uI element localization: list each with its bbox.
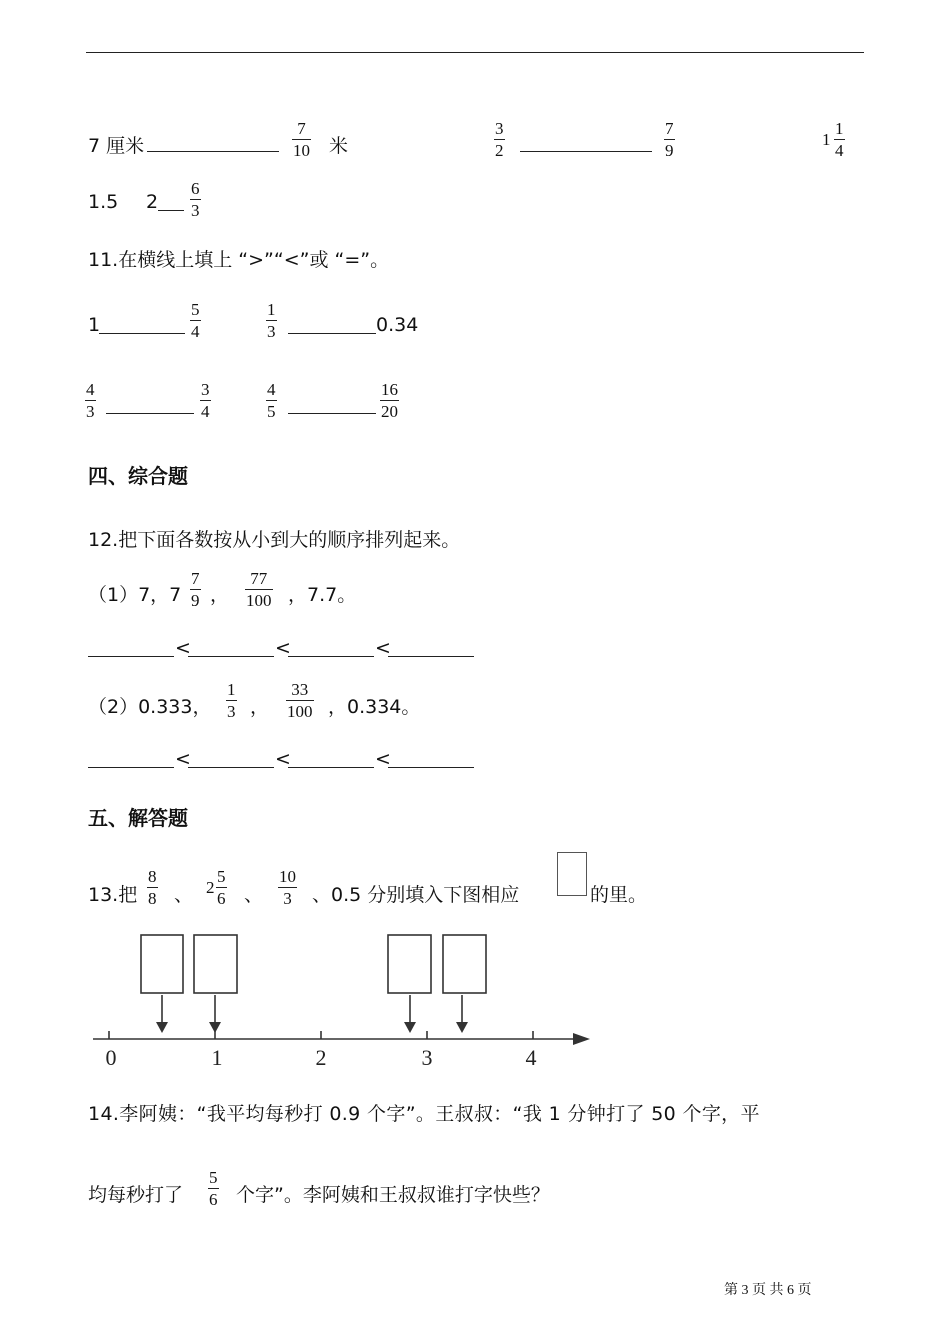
numerator: 8 <box>148 867 157 886</box>
q10-item1-blank[interactable] <box>147 151 279 152</box>
q12-order2-blank-1[interactable] <box>88 767 174 768</box>
q10-item3-whole: 1 <box>822 130 831 149</box>
q12-p2-tail: ，0.334。 <box>328 696 421 718</box>
q10-item4-text: 1.5 <box>88 191 119 213</box>
denominator: 4 <box>191 322 200 341</box>
numerator: 4 <box>267 380 276 399</box>
q13-separator-2: 、 <box>244 884 264 906</box>
numerator: 1 <box>835 119 844 138</box>
q14-line1: 14.李阿姨：“我平均每秒打 0.9 个字”。王叔叔：“我 1 分钟打了 50 个字，平 <box>88 1103 760 1125</box>
q12-p2-fraction-2 <box>286 680 314 721</box>
arrowhead-1 <box>156 1022 168 1033</box>
q11-r2b-fraction-left <box>266 380 277 421</box>
q10-item5-whole: 2 <box>146 191 159 213</box>
q11-title: 11.在横线上填上 “>”“<”或 “=”。 <box>88 249 390 271</box>
denominator: 3 <box>283 889 292 908</box>
q10-item5-fraction <box>190 179 201 220</box>
numerator: 4 <box>86 380 95 399</box>
q11-r2a-blank[interactable] <box>106 413 194 414</box>
q11-r1b-right: 0.34 <box>376 314 419 336</box>
q11-r2b-fraction-right <box>380 380 399 421</box>
denominator: 5 <box>267 402 276 421</box>
q12-p2-fraction-1 <box>226 680 237 721</box>
q14-line2-end: 个字”。李阿姨和王叔叔谁打字快些？ <box>236 1184 550 1206</box>
q11-r1b-fraction <box>266 300 277 341</box>
q12-order2-lt-2: < <box>275 748 291 770</box>
numerator: 77 <box>250 569 268 588</box>
q10-item5-blank[interactable] <box>158 210 184 211</box>
page-number: 第 3 页 共 6 页 <box>724 1283 812 1298</box>
numerator: 33 <box>291 680 309 699</box>
numerator: 3 <box>495 119 504 138</box>
numerator: 3 <box>201 380 210 399</box>
q12-p1-tail: ，7.7。 <box>288 584 357 606</box>
numerator: 1 <box>267 300 276 319</box>
section4-heading: 四、综合题 <box>88 464 188 488</box>
q10-item2-fraction-a <box>494 119 505 160</box>
q12-order2-blank-2[interactable] <box>188 767 274 768</box>
axis-label-1: 1 <box>211 1045 223 1070</box>
q11-r1a-fraction <box>190 300 201 341</box>
numerator: 10 <box>279 867 296 886</box>
q10-item2-blank[interactable] <box>520 151 652 152</box>
q13-mixed-whole: 2 <box>206 878 215 897</box>
denominator: 4 <box>201 402 210 421</box>
numerator: 7 <box>297 119 306 138</box>
numerator: 7 <box>665 119 674 138</box>
axis-arrowhead <box>573 1033 590 1045</box>
answer-box-2 <box>194 935 237 993</box>
q12-order1-lt-3: < <box>375 637 391 659</box>
q12-order1-lt-2: < <box>275 637 291 659</box>
q11-r1b-blank[interactable] <box>288 333 376 334</box>
numerator: 16 <box>381 380 398 399</box>
denominator: 3 <box>86 402 95 421</box>
answer-box-3 <box>388 935 431 993</box>
q13-inline-box <box>557 852 587 896</box>
q13-tail-2: 的里。 <box>590 884 648 906</box>
q13-fraction-1 <box>147 867 158 908</box>
q14-fraction <box>208 1168 219 1209</box>
q12-order1-lt-1: < <box>175 637 191 659</box>
denominator: 4 <box>835 141 844 160</box>
axis-label-4: 4 <box>525 1045 537 1070</box>
section5-heading: 五、解答题 <box>88 806 188 830</box>
denominator: 8 <box>148 889 157 908</box>
q10-item1-prefix: 7 厘米 <box>88 135 145 157</box>
arrowhead-2 <box>209 1022 221 1033</box>
denominator: 100 <box>287 702 313 721</box>
q10-item1-fraction <box>292 119 311 160</box>
q11-r1a-left: 1 <box>88 314 101 336</box>
axis-label-3: 3 <box>421 1045 433 1070</box>
denominator: 3 <box>191 201 200 220</box>
number-line-figure <box>85 925 600 1075</box>
q11-r2a-fraction-left <box>85 380 96 421</box>
q12-order1-blank-4[interactable] <box>388 656 474 657</box>
q12-title: 12.把下面各数按从小到大的顺序排列起来。 <box>88 529 461 551</box>
q12-order2-lt-1: < <box>175 748 191 770</box>
q11-r2b-blank[interactable] <box>288 413 376 414</box>
q13-fraction-3 <box>278 867 297 908</box>
denominator: 2 <box>495 141 504 160</box>
q12-order1-blank-1[interactable] <box>88 656 174 657</box>
q13-mixed-fraction <box>216 867 227 908</box>
q12-p2-separator: ， <box>250 696 270 718</box>
denominator: 3 <box>267 322 276 341</box>
denominator: 3 <box>227 702 236 721</box>
q12-p2-label: （2）0.333， <box>88 696 212 718</box>
q10-item2-fraction-b <box>664 119 675 160</box>
header-rule <box>86 52 864 53</box>
q12-p1-label: （1）7，7 <box>88 584 182 606</box>
q12-p1-fraction <box>245 569 273 610</box>
denominator: 10 <box>293 141 310 160</box>
numerator: 5 <box>209 1168 218 1187</box>
q11-r1a-blank[interactable] <box>99 333 185 334</box>
q13-separator-1: 、 <box>174 884 194 906</box>
denominator: 6 <box>209 1190 218 1209</box>
axis-label-2: 2 <box>315 1045 327 1070</box>
q14-line2-start: 均每秒打了 <box>88 1184 184 1206</box>
q10-item1-unit: 米 <box>329 135 349 157</box>
q12-order1-blank-2[interactable] <box>188 656 274 657</box>
denominator: 9 <box>191 591 200 610</box>
numerator: 7 <box>191 569 200 588</box>
denominator: 20 <box>381 402 398 421</box>
denominator: 9 <box>665 141 674 160</box>
q12-p1-mixed-fraction <box>190 569 201 610</box>
denominator: 6 <box>217 889 226 908</box>
numerator: 5 <box>191 300 200 319</box>
q11-r2a-fraction-right <box>200 380 211 421</box>
numerator: 6 <box>191 179 200 198</box>
q12-order1-blank-3[interactable] <box>288 656 374 657</box>
numerator: 1 <box>227 680 236 699</box>
q12-order2-lt-3: < <box>375 748 391 770</box>
arrowhead-4 <box>456 1022 468 1033</box>
denominator: 100 <box>246 591 272 610</box>
arrowhead-3 <box>404 1022 416 1033</box>
q12-order2-blank-4[interactable] <box>388 767 474 768</box>
q10-item3-fraction <box>834 119 845 160</box>
answer-box-4 <box>443 935 486 993</box>
axis-label-0: 0 <box>105 1045 117 1070</box>
numerator: 5 <box>217 867 226 886</box>
q12-order2-blank-3[interactable] <box>288 767 374 768</box>
q13-tail: 、0.5 分别填入下图相应 <box>312 884 520 906</box>
q12-p1-separator: ， <box>210 584 230 606</box>
q13-prefix: 13.把 <box>88 884 138 906</box>
answer-box-1 <box>141 935 183 993</box>
